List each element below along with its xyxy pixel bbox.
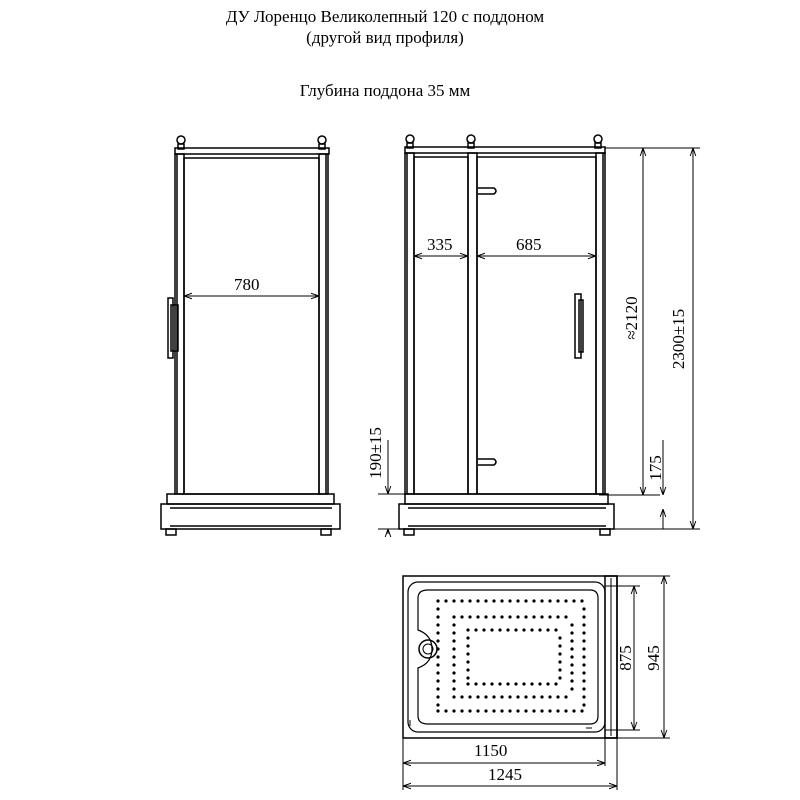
anti-slip-dot [500,615,503,618]
anti-slip-dot [500,709,503,712]
anti-slip-dot [530,682,533,685]
anti-slip-dot [556,615,559,618]
anti-slip-dot [564,695,567,698]
anti-slip-dot [466,676,469,679]
anti-slip-dot [484,599,487,602]
anti-slip-dot [532,599,535,602]
anti-slip-dot [468,709,471,712]
anti-slip-dot [522,682,525,685]
anti-slip-dot [466,652,469,655]
anti-slip-dot [500,599,503,602]
anti-slip-dot [452,615,455,618]
anti-slip-dot [524,599,527,602]
anti-slip-dot [466,628,469,631]
anti-slip-dot [444,599,447,602]
anti-slip-dot [452,639,455,642]
anti-slip-dot [436,687,439,690]
anti-slip-dot [564,599,567,602]
anti-slip-dot [514,682,517,685]
anti-slip-dot [476,709,479,712]
anti-slip-dot [570,623,573,626]
anti-slip-dot [558,676,561,679]
anti-slip-dot [452,671,455,674]
anti-slip-dot [492,615,495,618]
anti-slip-dot [516,599,519,602]
anti-slip-dot [476,599,479,602]
anti-slip-dot [570,663,573,666]
anti-slip-dot [468,615,471,618]
anti-slip-dot [436,679,439,682]
side-view-finials [177,136,326,149]
anti-slip-dot [582,695,585,698]
anti-slip-dot [558,636,561,639]
anti-slip-dot [540,599,543,602]
anti-slip-dot [506,628,509,631]
anti-slip-dot [452,655,455,658]
anti-slip-dot [564,615,567,618]
anti-slip-dot [500,695,503,698]
diagram-title: ДУ Лоренцо Великолепный 120 с поддоном [225,7,545,26]
anti-slip-dot [530,628,533,631]
anti-slip-dot [476,695,479,698]
anti-slip-dot [582,607,585,610]
anti-slip-dot [554,628,557,631]
door-handle [575,294,583,358]
anti-slip-dot [570,679,573,682]
anti-slip-dot [436,623,439,626]
anti-slip-dot [580,599,583,602]
anti-slip-dot [582,623,585,626]
anti-slip-dot [436,639,439,642]
front-door-glass [477,157,596,494]
anti-slip-dot [570,671,573,674]
anti-slip-dot [548,599,551,602]
label-2120: ≈2120 [622,296,641,340]
anti-slip-dot [482,682,485,685]
anti-slip-dot [582,647,585,650]
label-2300: 2300±15 [669,308,688,370]
anti-slip-dot [558,652,561,655]
anti-slip-dot [466,660,469,663]
anti-slip-dot [548,615,551,618]
anti-slip-dot [540,615,543,618]
anti-slip-dot [546,682,549,685]
anti-slip-dot [452,599,455,602]
tray-drain [419,640,437,658]
anti-slip-dot [474,628,477,631]
front-tray-rim [405,494,608,504]
anti-slip-dot [460,615,463,618]
anti-slip-dot [532,709,535,712]
anti-slip-dot [570,647,573,650]
anti-slip-dot [436,671,439,674]
anti-slip-dot [452,679,455,682]
anti-slip-dot [492,599,495,602]
anti-slip-dot [436,663,439,666]
anti-slip-dot [516,709,519,712]
anti-slip-dot [452,663,455,666]
anti-slip-dot [436,647,439,650]
front-view-finials [406,135,602,148]
side-glass-panel [184,158,319,494]
anti-slip-dot [490,682,493,685]
anti-slip-dot [466,644,469,647]
front-top-rail [405,147,605,153]
anti-slip-dot [452,709,455,712]
anti-slip-dot [556,709,559,712]
anti-slip-dot [548,709,551,712]
anti-slip-dot [498,682,501,685]
front-fixed-glass [414,157,468,494]
anti-slip-dot [484,695,487,698]
anti-slip-dot [444,709,447,712]
anti-slip-dot [508,695,511,698]
anti-slip-dot [582,687,585,690]
anti-slip-dot [570,655,573,658]
anti-slip-dot [558,668,561,671]
anti-slip-dot [538,628,541,631]
anti-slip-dot [466,668,469,671]
anti-slip-dot [492,695,495,698]
anti-slip-dot [436,607,439,610]
anti-slip-dot [554,682,557,685]
anti-slip-dot [436,631,439,634]
diagram-subtitle: (другой вид профиля) [306,28,464,47]
anti-slip-dot [466,682,469,685]
anti-slip-dot [556,599,559,602]
anti-slip-dot [570,687,573,690]
front-middle-post [468,153,477,494]
side-top-rail [175,148,329,154]
anti-slip-dot [558,660,561,663]
anti-slip-dot [516,615,519,618]
anti-slip-dot [508,709,511,712]
anti-slip-dot [582,655,585,658]
anti-slip-dot [558,644,561,647]
anti-slip-dot [436,695,439,698]
label-780: 780 [234,275,260,294]
anti-slip-dots [436,599,585,712]
side-tray-rim [167,494,334,504]
plan-view [403,576,670,790]
anti-slip-dot [498,628,501,631]
anti-slip-dot [452,647,455,650]
anti-slip-dot [452,687,455,690]
label-1150: 1150 [474,741,508,760]
label-685: 685 [516,235,542,254]
door-hinges [478,188,496,465]
anti-slip-dot [452,631,455,634]
anti-slip-dot [582,679,585,682]
front-view [399,135,614,535]
anti-slip-dot [452,623,455,626]
anti-slip-dot [540,709,543,712]
anti-slip-dot [468,695,471,698]
anti-slip-dot [436,703,439,706]
anti-slip-dot [524,695,527,698]
anti-slip-dot [436,655,439,658]
anti-slip-dot [484,615,487,618]
anti-slip-dot [460,695,463,698]
anti-slip-dot [482,628,485,631]
anti-slip-dot [524,615,527,618]
anti-slip-dot [548,695,551,698]
anti-slip-dot [538,682,541,685]
anti-slip-dot [580,709,583,712]
anti-slip-dot [468,599,471,602]
anti-slip-dot [492,709,495,712]
anti-slip-dot [572,599,575,602]
anti-slip-dot [436,615,439,618]
anti-slip-dot [476,615,479,618]
label-190: 190±15 [366,427,385,479]
label-945: 945 [644,645,663,671]
anti-slip-dot [546,628,549,631]
label-335: 335 [427,235,453,254]
anti-slip-dot [466,636,469,639]
anti-slip-dot [516,695,519,698]
anti-slip-dot [490,628,493,631]
anti-slip-dot [460,599,463,602]
label-175: 175 [646,455,665,481]
anti-slip-dot [582,703,585,706]
anti-slip-dot [532,695,535,698]
anti-slip-dot [508,615,511,618]
anti-slip-dot [436,599,439,602]
anti-slip-dot [474,682,477,685]
label-1245: 1245 [488,765,522,784]
anti-slip-dot [556,695,559,698]
tray-depth-note: Глубина поддона 35 мм [299,81,471,100]
anti-slip-dot [506,682,509,685]
anti-slip-dot [582,671,585,674]
anti-slip-dot [582,663,585,666]
side-view [161,136,340,535]
anti-slip-dot [570,631,573,634]
anti-slip-dot [564,709,567,712]
anti-slip-dot [524,709,527,712]
anti-slip-dot [532,615,535,618]
anti-slip-dot [514,628,517,631]
anti-slip-dot [508,599,511,602]
anti-slip-dot [484,709,487,712]
anti-slip-dot [460,709,463,712]
anti-slip-dot [540,695,543,698]
label-875: 875 [616,645,635,671]
anti-slip-dot [572,709,575,712]
anti-slip-dot [570,639,573,642]
anti-slip-dot [452,695,455,698]
anti-slip-dot [436,709,439,712]
anti-slip-dot [522,628,525,631]
anti-slip-dot [582,615,585,618]
anti-slip-dot [582,631,585,634]
anti-slip-dot [582,639,585,642]
